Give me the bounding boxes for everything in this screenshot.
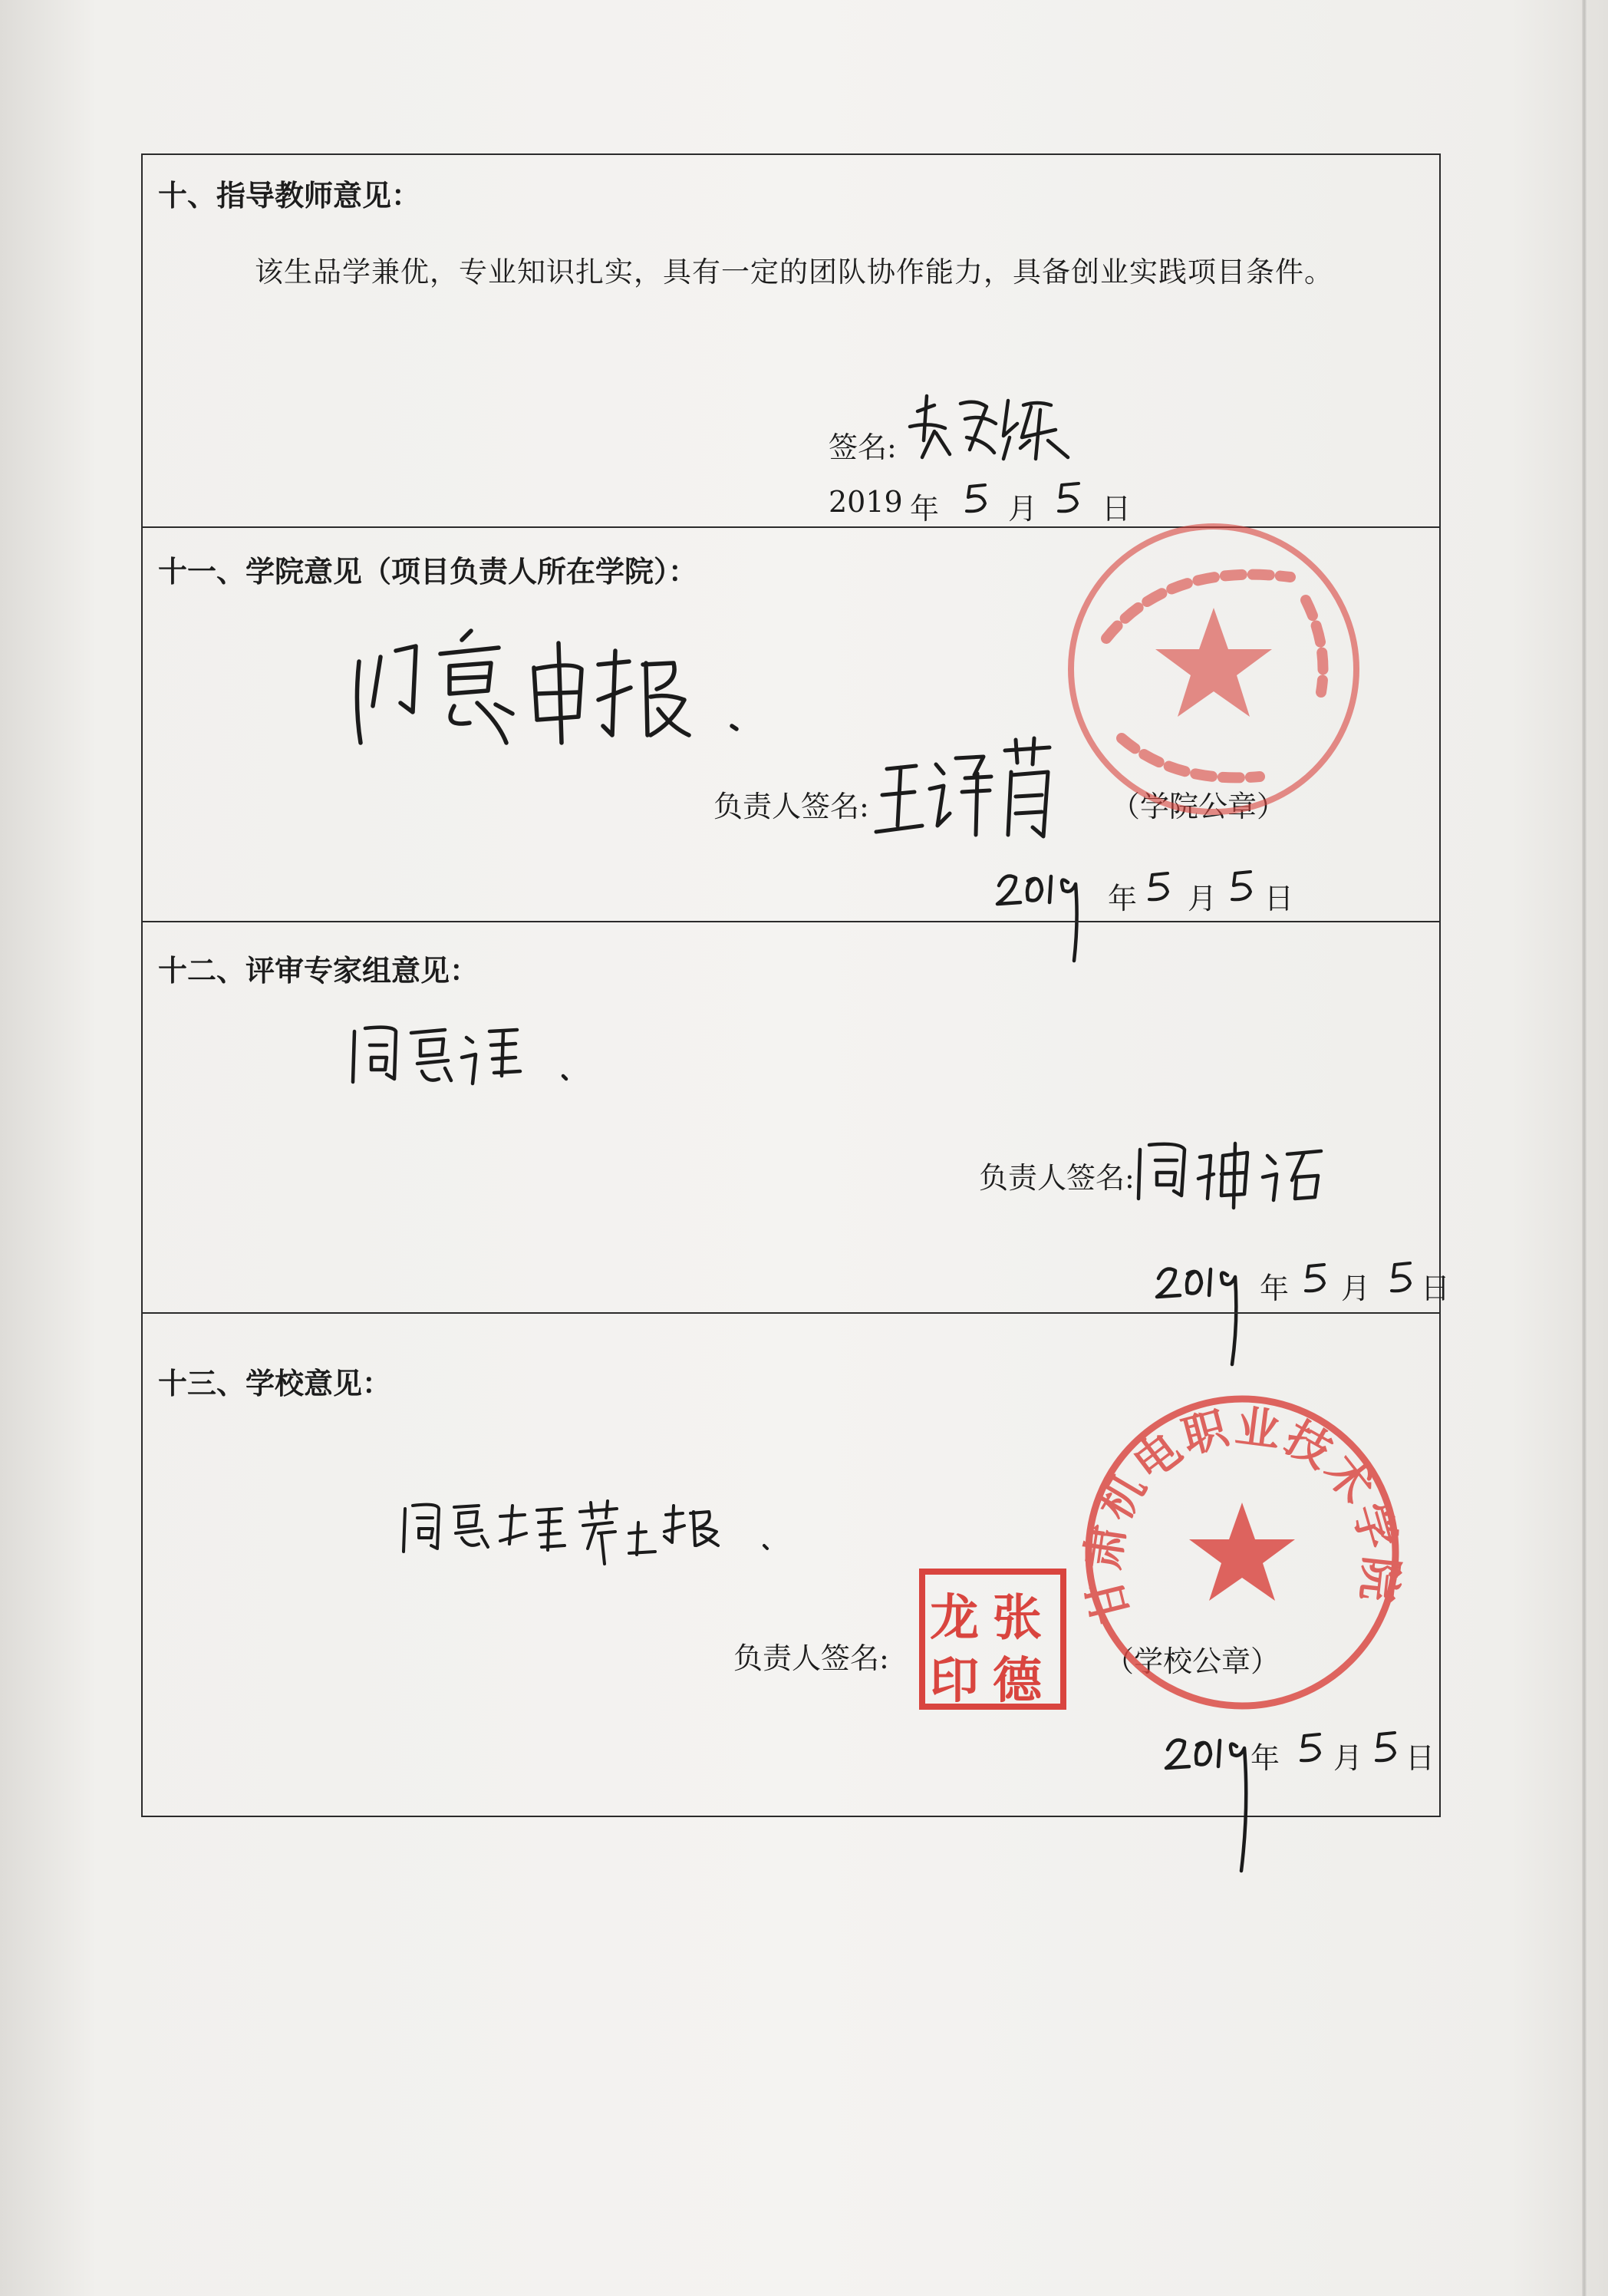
expert-handwritten-signature — [1134, 1134, 1349, 1211]
opinion-form — [141, 153, 1451, 1817]
school-date-day-handwritten — [1370, 1730, 1401, 1767]
star-icon — [1189, 1503, 1295, 1601]
name-seal-char: 张 — [993, 1589, 1042, 1647]
advisor-opinion-section — [143, 155, 1439, 526]
page-crease — [1582, 0, 1587, 2296]
expert-signature-label: 负责人签名: — [979, 1161, 1135, 1195]
college-handwritten-comment — [342, 620, 841, 758]
name-seal-char: 龙 — [930, 1589, 979, 1647]
advisor-signature-label: 签名: — [829, 430, 897, 464]
college-date-day-handwritten — [1226, 869, 1257, 906]
expert-handwritten-comment — [347, 1014, 615, 1091]
school-seal-text: 甘肃机电职业技术学院 — [1076, 1400, 1409, 1628]
college-date-month-unit: 月 — [1188, 882, 1218, 915]
school-official-seal — [1077, 1387, 1407, 1717]
school-handwritten-comment — [399, 1495, 798, 1572]
school-signature-label: 负责人签名: — [733, 1641, 889, 1675]
college-signature-label: 负责人签名: — [713, 790, 869, 823]
college-date-month-handwritten — [1145, 870, 1175, 906]
star-icon — [1155, 608, 1272, 717]
school-date-month-unit: 月 — [1333, 1741, 1363, 1775]
advisor-handwritten-signature — [905, 393, 1082, 462]
advisor-date-year-unit: 年 — [910, 492, 940, 526]
expert-date-month-unit: 月 — [1341, 1272, 1371, 1305]
expert-date-month-handwritten — [1301, 1262, 1332, 1297]
expert-date-year-unit: 年 — [1260, 1272, 1290, 1305]
college-section-heading: 十一、学院意见（项目负责人所在学院）： — [158, 554, 698, 589]
advisor-date-day-handwritten — [1053, 480, 1086, 517]
name-seal-char: 德 — [993, 1652, 1042, 1710]
advisor-section-heading: 十、指导教师意见： — [158, 178, 421, 213]
school-opinion-section — [143, 1314, 1439, 1817]
school-seal-label: （学校公章） — [1105, 1644, 1280, 1678]
principal-name-seal — [919, 1569, 1066, 1710]
school-date-month-handwritten — [1297, 1731, 1327, 1767]
college-handwritten-signature — [865, 734, 1065, 849]
expert-date-day-unit: 日 — [1421, 1272, 1451, 1305]
college-seal-label: （学院公章） — [1111, 790, 1287, 823]
college-opinion-section — [143, 528, 1439, 921]
advisor-date-month-unit: 月 — [1008, 492, 1038, 526]
college-date-year-unit: 年 — [1108, 882, 1138, 915]
college-official-seal — [1060, 516, 1367, 823]
college-date-day-unit: 日 — [1264, 882, 1294, 915]
expert-section-heading: 十二、评审专家组意见： — [158, 953, 479, 988]
advisor-date-month-handwritten — [962, 482, 996, 517]
school-date-day-unit: 日 — [1405, 1741, 1435, 1775]
school-date-year-unit: 年 — [1250, 1741, 1280, 1775]
advisor-date-year: 2019 — [829, 485, 903, 519]
expert-date-day-handwritten — [1386, 1260, 1416, 1297]
school-section-heading: 十三、学校意见： — [158, 1366, 392, 1400]
expert-panel-opinion-section — [143, 922, 1451, 1312]
advisor-date-day-unit: 日 — [1102, 492, 1132, 526]
name-seal-char: 印 — [930, 1652, 979, 1710]
advisor-opinion-text: 该生品学兼优，专业知识扎实，具有一定的团队协作能力，具备创业实践项目条件。 — [255, 256, 1333, 289]
